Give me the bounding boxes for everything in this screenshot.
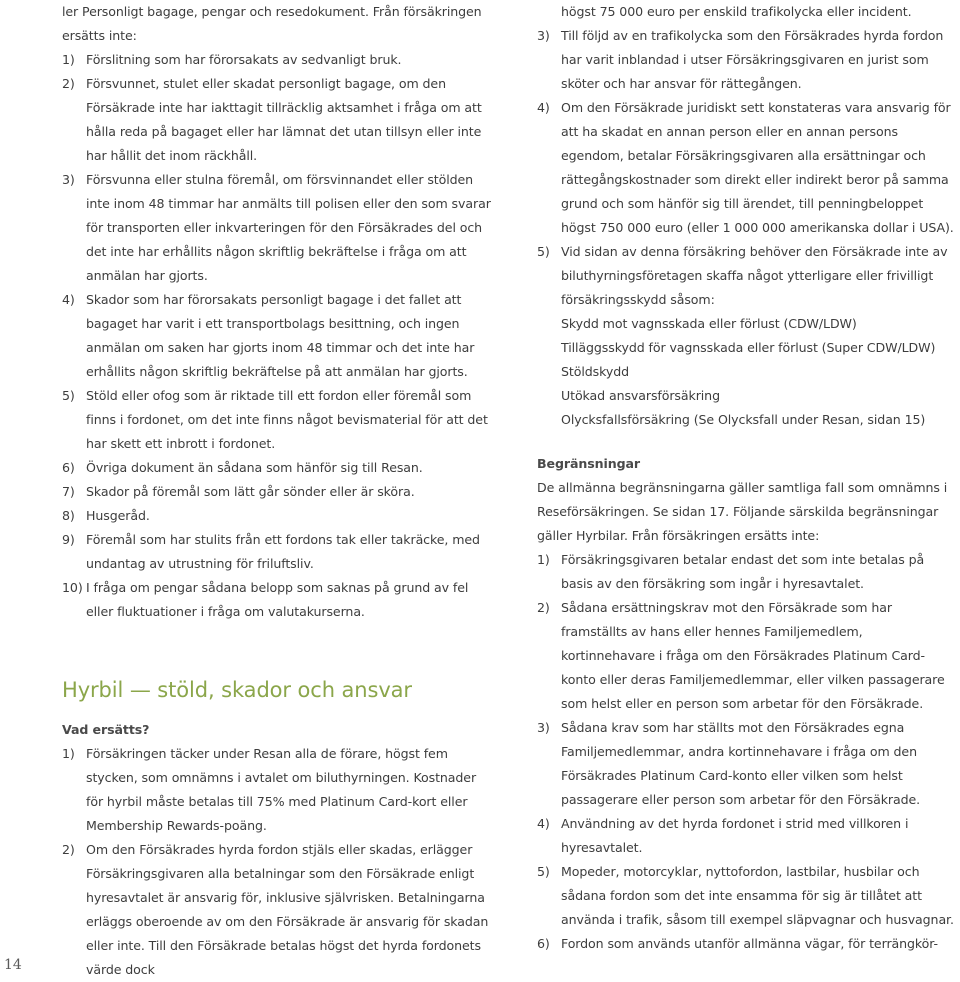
list-item [537,716,957,812]
list-item [537,96,957,240]
list-item-number: 5) [537,864,550,879]
list-item-text: Sådana ersättningskrav mot den Försäkrade som har framställts av hans eller hennes Familjemedlem, kortinnehavare i fråga om den Försäkrades Platinum Card-konto eller deras Familjemedlemmar, eller vilken passagerare som helst eller en person som arbetar för den Försäkrade. [561,600,945,711]
list-item-number: 9) [62,532,75,547]
list-item [62,48,492,72]
list-item-text: Sådana krav som har ställts mot den Försäkrades egna Familjemedlemmar, andra kortinnehavare i fråga om den Försäkrades Platinum Card-konto eller vilken som helst passagerare eller person som arbetar för den Försäkrade. [561,720,921,807]
list-item-number: 5) [537,244,550,259]
sublist-item: Stöldskydd [561,364,629,379]
coverage-list [62,742,492,982]
sublist-item: Olycksfallsförsäkring (Se Olycksfall under Resan, sidan 15) [561,412,926,427]
list-item-number: 6) [62,460,75,475]
list-item-text: Övriga dokument än sådana som hänför sig till Resan. [86,460,423,475]
list-item-text: Stöld eller ofog som är riktade till ett fordon eller föremål som finns i fordonet, om det inte finns något bevismaterial för att det har skett ett inbrott i fordonet. [86,388,488,451]
coverage-list-continued [537,24,957,312]
list-item [62,528,492,576]
list-item [62,456,492,480]
coverage-sublist [537,312,957,432]
exclusions-list [62,48,492,624]
list-item [537,24,957,96]
continued-text: högst 75 000 euro per enskild trafikolycka eller incident. [561,4,912,19]
page-number: 14 [4,957,22,973]
subheading-limitations: Begränsningar [537,456,640,471]
list-item-number: 10) [62,580,83,595]
intro-line-1: ler Personligt bagage, pengar och resedokument. Från försäkringen [62,4,482,19]
list-item [537,240,957,312]
list-item-text: Föremål som har stulits från ett fordons tak eller takräcke, med undantag av utrustning för friluftsliv. [86,532,480,571]
list-item-number: 1) [62,52,75,67]
list-item [537,860,957,932]
list-item-text: Förslitning som har förorsakats av sedvanligt bruk. [86,52,402,67]
list-item [62,168,492,288]
sublist-item: Tilläggsskydd för vagnsskada eller förlust (Super CDW/LDW) [561,340,936,355]
list-item-text: Om den Försäkrade juridiskt sett konstateras vara ansvarig för att ha skadat en annan person eller en annan persons egendom, betalar Försäkringsgivaren alla ersättningar och rättegångskostnader som direkt eller indirekt beror på samma grund och som hänför sig till ärendet, till penningbeloppet högst 750 000 euro (eller 1 000 000 amerikanska dollar i USA). [561,100,954,235]
left-column [62,0,492,982]
list-item-number: 4) [537,100,550,115]
list-item [62,384,492,456]
list-item [62,838,492,982]
list-item [62,576,492,624]
list-item-number: 5) [62,388,75,403]
list-item-text: Fordon som används utanför allmänna vägar, för terrängkör- [561,936,938,951]
list-item-text: Försäkringen täcker under Resan alla de förare, högst fem stycken, som omnämns i avtalet om biluthyrningen. Kostnader för hyrbil måste betalas till 75% med Platinum Card-kort eller Membership Rewards-poäng. [86,746,477,833]
section-heading: Hyrbil — stöld, skador och ansvar [62,678,412,702]
list-item-number: 3) [537,720,550,735]
list-item-number: 2) [62,842,75,857]
list-item-text: Skador på föremål som lätt går sönder eller är sköra. [86,484,415,499]
list-item-number: 2) [537,600,550,615]
intro-line-2: ersätts inte: [62,28,137,43]
list-item-number: 4) [537,816,550,831]
list-item-text: I fråga om pengar sådana belopp som saknas på grund av fel eller fluktuationer i fråga om valutakurserna. [86,580,469,619]
list-item-number: 3) [537,28,550,43]
list-item-text: Till följd av en trafikolycka som den Försäkrades hyrda fordon har varit inblandad i utser Försäkringsgivaren en jurist som sköter och har ansvar för rättegången. [561,28,944,91]
list-item-number: 7) [62,484,75,499]
list-item [537,932,957,956]
list-item-text: Skador som har förorsakats personligt bagage i det fallet att bagaget har varit i ett transportbolags besittning, och ingen anmälan om saken har gjorts inom 48 timmar och det inte har erhållits någon skriftlig bekräftelse på att anmälan har gjorts. [86,292,475,379]
list-item-text: Mopeder, motorcyklar, nyttofordon, lastbilar, husbilar och sådana fordon som det inte ensamma för sig är tillåtet att använda i trafik, såsom till exempel släpvagnar och husvagnar. [561,864,954,927]
list-item [62,72,492,168]
subheading-coverage: Vad ersätts? [62,722,150,737]
list-item-text: Försvunnet, stulet eller skadat personligt bagage, om den Försäkrade inte har iakttagit tillräcklig aktsamhet i fråga om att hålla reda på bagaget eller har lämnat det utan tillsyn eller inte har hållit det inom räckhåll. [86,76,482,163]
list-item-number: 3) [62,172,75,187]
list-item-text: Försvunna eller stulna föremål, om försvinnandet eller stölden inte inom 48 timmar har anmälts till polisen eller den som svarar för transporten eller inkvarteringen för den Försäkrades del och det inte har erhållits någon skriftlig bekräftelse i fråga om att anmälan har gjorts. [86,172,491,283]
limitations-list [537,548,957,956]
list-item-text: Husgeråd. [86,508,150,523]
list-item [62,288,492,384]
list-item-number: 6) [537,936,550,951]
list-item-number: 1) [62,746,75,761]
sublist-item: Utökad ansvarsförsäkring [561,388,720,403]
list-item-number: 2) [62,76,75,91]
list-item-text: Om den Försäkrades hyrda fordon stjäls eller skadas, erlägger Försäkringsgivaren alla betalningar som den Försäkrade enligt hyresavtalet är ansvarig för, inklusive självrisken. Betalningarna erläggs oberoende av om den Försäkrade är ansvarig för skadan eller inte. Till den Försäkrade betalas högst det hyrda fordonets värde dock [86,842,489,977]
sublist-item: Skydd mot vagnsskada eller förlust (CDW/LDW) [561,316,857,331]
list-item [537,596,957,716]
list-item-text: Försäkringsgivaren betalar endast det som inte betalas på basis av den försäkring som ingår i hyresavtalet. [561,552,925,591]
list-item-number: 8) [62,508,75,523]
list-item [537,812,957,860]
list-item [62,480,492,504]
list-item [62,742,492,838]
list-item [62,504,492,528]
list-item-text: Användning av det hyrda fordonet i strid med villkoren i hyresavtalet. [561,816,909,855]
right-column [537,0,957,956]
list-item-number: 4) [62,292,75,307]
list-item-number: 1) [537,552,550,567]
list-item [537,548,957,596]
limitations-paragraph: De allmänna begränsningarna gäller samtliga fall som omnämns i Reseförsäkringen. Se sidan 17. Följande särskilda begränsningar gäller Hyrbilar. Från försäkringen ersätts inte: [537,480,948,543]
list-item-text: Vid sidan av denna försäkring behöver den Försäkrade inte av biluthyrningsföretagen skaffa något ytterligare eller frivilligt försäkringsskydd såsom: [561,244,948,307]
